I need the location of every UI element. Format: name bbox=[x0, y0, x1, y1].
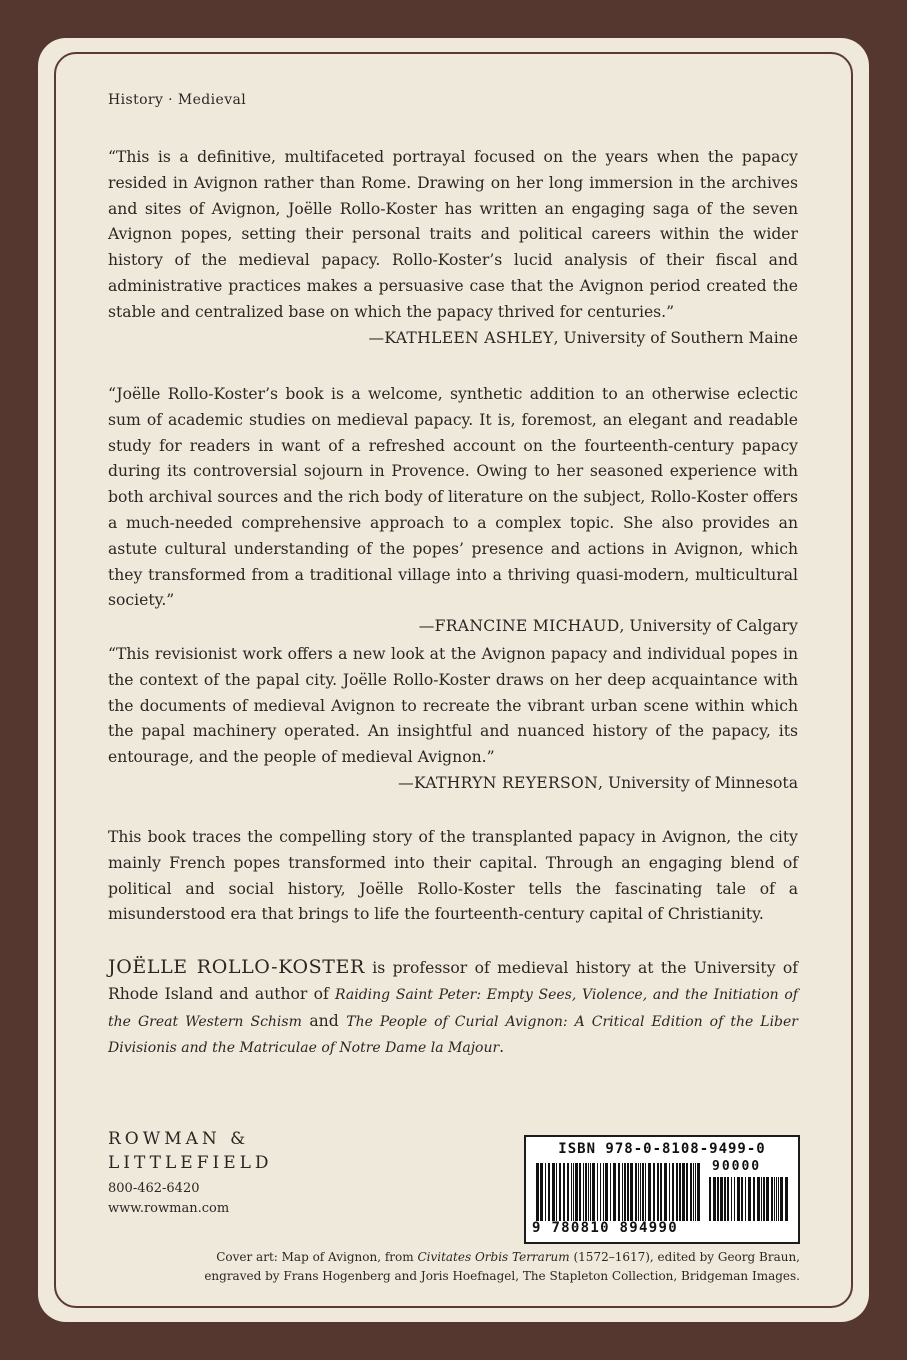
barcode-bar bbox=[653, 1163, 655, 1221]
review-1-affiliation: , University of Southern Maine bbox=[553, 328, 798, 347]
barcode-bar bbox=[630, 1163, 633, 1221]
author-bio-part1: is professor of medieval history at the University of Rhode Island and author of bbox=[108, 959, 798, 1003]
barcode-bar bbox=[720, 1177, 723, 1221]
review-2-affiliation: , University of Calgary bbox=[619, 617, 798, 636]
cover-art-credit bbox=[200, 1248, 800, 1286]
barcode-bar bbox=[761, 1177, 762, 1221]
barcode-bar bbox=[545, 1163, 546, 1221]
barcode-bar bbox=[585, 1163, 587, 1221]
review-1 bbox=[108, 145, 798, 351]
credit-line-1 bbox=[200, 1248, 800, 1267]
barcode-bar bbox=[709, 1177, 711, 1221]
publisher-name-line1: ROWMAN & bbox=[108, 1129, 250, 1149]
barcode-bar bbox=[734, 1177, 735, 1221]
review-1-reviewer: —KATHLEEN ASHLEY bbox=[368, 328, 554, 347]
barcode-bar bbox=[548, 1163, 550, 1221]
barcode-bar bbox=[669, 1163, 670, 1221]
author-book-1: Raiding Saint Peter: Empty Sees, Violence, and the Initiation of the Great Western Schism bbox=[108, 986, 798, 1030]
barcode-bar bbox=[664, 1163, 667, 1221]
barcode-bar bbox=[579, 1163, 581, 1221]
review-3 bbox=[108, 642, 798, 797]
barcode-bar bbox=[552, 1163, 555, 1221]
review-3-quote: “This revisionist work offers a new look at the Avignon papacy and individual popes in the context of the papal city. Joëlle Rollo-Koster draws on her deep acquaintance with the documents of medieval Avignon to recreate the vibrant urban scene within which the papal machinery operated. An insightful and nuanced history of the papacy, its entourage, and the people of medieval Avignon.” bbox=[108, 645, 798, 767]
barcode-bar bbox=[748, 1177, 751, 1221]
credit-prefix: Cover art: Map of Avignon, from bbox=[216, 1250, 418, 1264]
barcode-bar bbox=[766, 1177, 769, 1221]
review-1-attribution bbox=[108, 326, 798, 352]
barcode-bar bbox=[603, 1163, 604, 1221]
review-2-reviewer: —FRANCINE MICHAUD bbox=[418, 617, 620, 636]
credit-suffix: (1572–1617), edited by Georg Braun, bbox=[569, 1250, 800, 1264]
review-2-quote: “Joëlle Rollo-Koster’s book is a welcome, synthetic addition to an otherwise eclectic sum of academic studies on medieval papacy. It is, foremost, an elegant and readable study for readers in want of a refreshed account on the fourteenth-century papacy during its controversial sojourn in Provence. Owing to her seasoned experience with both archival sources and the rich body of literature on the subject, Rollo-Koster offers a much-needed comprehensive approach to a complex topic. She also provides an astute cultural understanding of the popes’ presence and actions in Avignon, which they transformed from a traditional village into a thriving quasi-modern, multicultural society.” bbox=[108, 385, 798, 610]
barcode-bar bbox=[690, 1163, 692, 1221]
barcode-bar bbox=[679, 1163, 681, 1221]
barcode-bar bbox=[536, 1163, 539, 1221]
credit-line-2: engraved by Frans Hogenberg and Joris Hoefnagel, The Stapleton Collection, Bridgeman Images. bbox=[204, 1269, 800, 1283]
review-3-attribution bbox=[108, 771, 798, 797]
barcode-bar bbox=[771, 1177, 773, 1221]
author-bio-text bbox=[108, 955, 798, 1062]
author-bio-part2: and bbox=[301, 1011, 347, 1030]
category-label: History · Medieval bbox=[108, 92, 247, 108]
book-description bbox=[108, 825, 798, 928]
barcode-bar bbox=[713, 1177, 716, 1221]
barcode-bar bbox=[556, 1163, 557, 1221]
barcode-bar bbox=[737, 1177, 740, 1221]
barcode-bar bbox=[660, 1163, 662, 1221]
author-bio-end: . bbox=[499, 1038, 505, 1057]
barcode-bar bbox=[624, 1163, 626, 1221]
barcode-bar bbox=[763, 1177, 765, 1221]
barcode-digits: 9 780810 894990 bbox=[532, 1220, 678, 1236]
barcode-bar bbox=[672, 1163, 674, 1221]
review-1-quote: “This is a definitive, multifaceted portrayal focused on the years when the papacy resided in Avignon rather than Rome. Drawing on her long immersion in the archives and sites of Avignon, Joëlle Rollo-Koster has written an engaging saga of the seven Avignon popes, setting their personal traits and political careers within the wider history of the medieval papacy. Rollo-Koster’s lucid analysis of their fiscal and administrative practices makes a persuasive case that the Avignon period created the stable and centralized base on which the papacy thrived for centuries.” bbox=[108, 148, 798, 321]
barcode-bar bbox=[627, 1163, 629, 1221]
barcode-bar bbox=[676, 1163, 678, 1221]
barcode-bar bbox=[753, 1177, 755, 1221]
description-text: This book traces the compelling story of the transplanted papacy in Avignon, the city mainly French popes transformed into their capital. Through an engaging blend of political and social history, Joëlle Rollo-Koster tells the fascinating tale of a misunderstood era that brings to life the fourteenth-century capital of Christianity. bbox=[108, 828, 798, 924]
barcode-bar bbox=[559, 1163, 561, 1221]
barcode-bar bbox=[583, 1163, 584, 1221]
barcode-bar bbox=[622, 1163, 623, 1221]
barcode-bar bbox=[613, 1163, 616, 1221]
barcode-bar bbox=[592, 1163, 595, 1221]
barcode-bar bbox=[778, 1177, 779, 1221]
price-barcode-bars bbox=[709, 1177, 789, 1239]
barcode-bar bbox=[563, 1163, 565, 1221]
review-2 bbox=[108, 382, 798, 640]
barcode-bar bbox=[618, 1163, 620, 1221]
barcode-bar bbox=[605, 1163, 608, 1221]
barcode-bar bbox=[745, 1177, 746, 1221]
barcode-bar bbox=[638, 1163, 639, 1221]
barcode-bar bbox=[648, 1163, 651, 1221]
author-bio bbox=[108, 955, 798, 1062]
barcode-bar bbox=[741, 1177, 743, 1221]
publisher-website: www.rowman.com bbox=[108, 1201, 230, 1216]
review-2-attribution bbox=[108, 614, 798, 640]
barcode-bar bbox=[776, 1177, 777, 1221]
barcode-bar bbox=[540, 1163, 543, 1221]
barcode-bar bbox=[697, 1163, 700, 1221]
review-3-reviewer: —KATHRYN REYERSON bbox=[398, 773, 599, 792]
barcode-bar bbox=[645, 1163, 646, 1221]
barcode-bar bbox=[575, 1163, 578, 1221]
barcode-bar bbox=[597, 1163, 598, 1221]
author-book-2: The People of Curial Avignon: A Critical Edition of the Liber Divisionis and the Matriculae of Notre Dame la Majour bbox=[108, 1013, 798, 1057]
barcode-bar bbox=[610, 1163, 611, 1221]
barcode-bar bbox=[774, 1177, 775, 1221]
barcode-bar bbox=[693, 1163, 694, 1221]
isbn-label: ISBN 978-0-8108-9499-0 bbox=[558, 1141, 766, 1157]
barcode-bar bbox=[717, 1177, 719, 1221]
ean-barcode-bars bbox=[536, 1163, 704, 1223]
isbn-barcode bbox=[524, 1135, 800, 1244]
barcode-bar bbox=[727, 1177, 729, 1221]
barcode-bar bbox=[785, 1177, 788, 1221]
author-name: JOËLLE ROLLO-KOSTER bbox=[108, 956, 365, 978]
barcode-bar bbox=[657, 1163, 659, 1221]
barcode-bar bbox=[573, 1163, 574, 1221]
barcode-bar bbox=[682, 1163, 685, 1221]
barcode-bar bbox=[686, 1163, 688, 1221]
barcode-bar bbox=[780, 1177, 783, 1221]
barcode-bar bbox=[590, 1163, 591, 1221]
barcode-bar bbox=[731, 1177, 732, 1221]
barcode-bar bbox=[571, 1163, 572, 1221]
publisher-name-line2: LITTLEFIELD bbox=[108, 1153, 273, 1173]
barcode-bar bbox=[724, 1177, 726, 1221]
review-3-affiliation: , University of Minnesota bbox=[598, 773, 798, 792]
barcode-bar bbox=[757, 1177, 760, 1221]
barcode-bar bbox=[640, 1163, 641, 1221]
publisher-phone: 800-462-6420 bbox=[108, 1181, 200, 1196]
barcode-bar bbox=[695, 1163, 696, 1221]
barcode-bar bbox=[588, 1163, 589, 1221]
publisher-block bbox=[108, 1127, 273, 1219]
barcode-bar bbox=[600, 1163, 601, 1221]
barcode-bar bbox=[642, 1163, 644, 1221]
barcode-bar bbox=[635, 1163, 637, 1221]
credit-work-title: Civitates Orbis Terrarum bbox=[417, 1250, 570, 1264]
price-code: 90000 bbox=[712, 1159, 762, 1174]
barcode-bar bbox=[567, 1163, 569, 1221]
